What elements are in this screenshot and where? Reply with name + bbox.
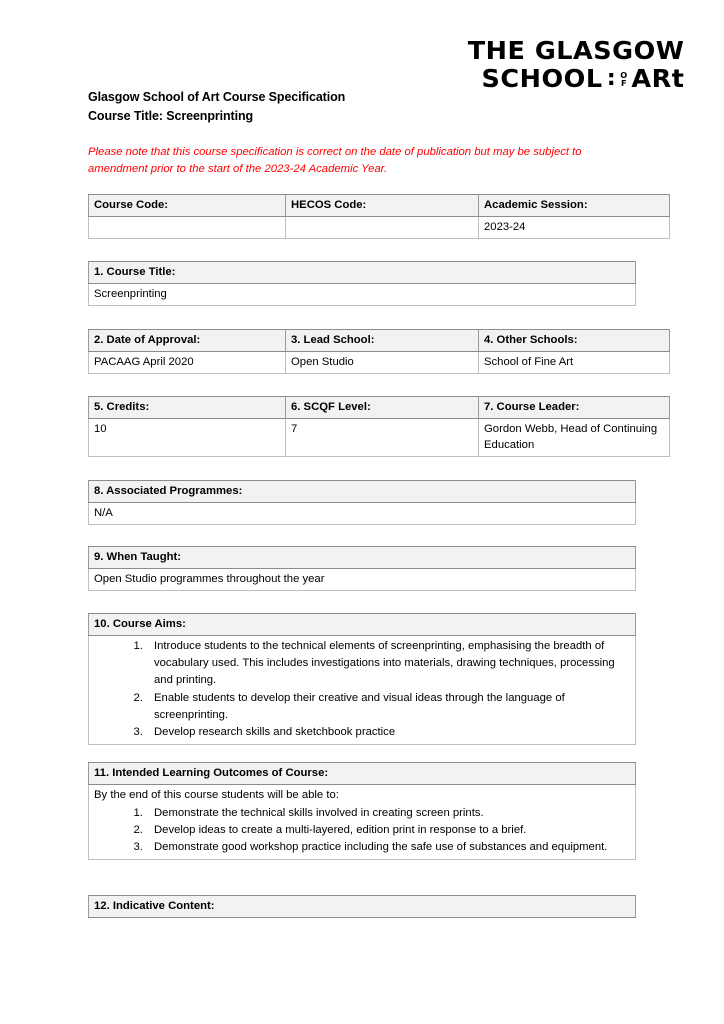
associated-programmes-value: N/A [89, 503, 636, 525]
table-row [89, 195, 670, 217]
table-row [89, 614, 636, 636]
logo-line-school-of-art: SCHOOL : O F ARt [481, 64, 684, 93]
when-taught-value: Open Studio programmes throughout the year [89, 569, 636, 591]
course-aims-label: 10. Course Aims: [89, 614, 636, 636]
table-row [89, 785, 636, 860]
list-item: 3. Demonstrate good workshop practice including the safe use of substances and equipment. [146, 839, 630, 856]
list-item: 1. Introduce students to the technical elements of screenprinting, emphasising the breadth of vocabulary used. This includes investigations into materials, drawing techniques, processing and printing. [146, 638, 630, 689]
table-row [89, 569, 636, 591]
table-row [89, 397, 670, 419]
credits-label: 5. Credits: [89, 397, 286, 419]
table-row [89, 896, 636, 918]
scqf-level-value: 7 [286, 419, 479, 457]
associated-programmes-label: 8. Associated Programmes: [89, 481, 636, 503]
course-aims-value [89, 636, 636, 745]
list-item: 3. Develop research skills and sketchbook practice [146, 724, 630, 741]
learning-outcomes-table [88, 762, 636, 860]
logo-line-glasgow: THE GLASGOW [467, 36, 684, 65]
gsa-logo [467, 36, 684, 93]
scqf-level-label: 6. SCQF Level: [286, 397, 479, 419]
table-row [89, 503, 636, 525]
table-row [89, 330, 670, 352]
doc-title-line-2: Course Title: Screenprinting [88, 109, 254, 124]
hecos-code-label: HECOS Code: [286, 195, 479, 217]
learning-outcomes-lead: By the end of this course students will be able to: [94, 789, 339, 802]
other-schools-value: School of Fine Art [479, 352, 670, 374]
academic-session-label: Academic Session: [479, 195, 670, 217]
credits-table [88, 396, 670, 457]
table-row [89, 547, 636, 569]
logo-word-art: ARt [630, 64, 684, 93]
course-aims-table [88, 613, 636, 745]
course-aims-list [94, 638, 630, 741]
when-taught-table [88, 546, 636, 591]
learning-outcomes-value [89, 785, 636, 860]
academic-session-value: 2023-24 [479, 217, 670, 239]
course-title-table [88, 261, 636, 306]
course-code-label: Course Code: [89, 195, 286, 217]
course-leader-label: 7. Course Leader: [479, 397, 670, 419]
table-row [89, 217, 670, 239]
course-title-label: 1. Course Title: [89, 262, 636, 284]
logo-word-school: SCHOOL [481, 64, 603, 93]
learning-outcomes-label: 11. Intended Learning Outcomes of Course: [89, 763, 636, 785]
list-item: 2. Enable students to develop their creative and visual ideas through the language of screenprinting. [146, 690, 630, 724]
when-taught-label: 9. When Taught: [89, 547, 636, 569]
publication-notice: Please note that this course specification is correct on the date of publication but may be subject to amendment prior to the start of the 2023-24 Academic Year. [88, 146, 582, 175]
doc-title-line-1: Glasgow School of Art Course Specification [88, 90, 346, 104]
approval-table [88, 329, 670, 374]
indicative-content-table [88, 895, 636, 918]
table-row [89, 481, 636, 503]
course-title-value: Screenprinting [89, 284, 636, 306]
course-codes-table [88, 194, 670, 239]
course-code-value [89, 217, 286, 239]
table-row [89, 636, 636, 745]
table-row [89, 262, 636, 284]
hecos-code-value [286, 217, 479, 239]
table-row [89, 419, 670, 457]
page-title [88, 88, 648, 127]
other-schools-label: 4. Other Schools: [479, 330, 670, 352]
course-leader-value: Gordon Webb, Head of Continuing Education [479, 419, 670, 457]
associated-programmes-table [88, 480, 636, 525]
indicative-content-label: 12. Indicative Content: [89, 896, 636, 918]
list-item: 2. Develop ideas to create a multi-layered, edition print in response to a brief. [146, 822, 630, 839]
table-row [89, 352, 670, 374]
credits-value: 10 [89, 419, 286, 457]
learning-outcomes-list [94, 805, 630, 856]
table-row [89, 284, 636, 306]
table-row [89, 763, 636, 785]
list-item: 1. Demonstrate the technical skills involved in creating screen prints. [146, 805, 630, 822]
date-of-approval-label: 2. Date of Approval: [89, 330, 286, 352]
date-of-approval-value: PACAAG April 2020 [89, 352, 286, 374]
logo-word-of: O F [619, 70, 627, 88]
lead-school-value: Open Studio [286, 352, 479, 374]
lead-school-label: 3. Lead School: [286, 330, 479, 352]
